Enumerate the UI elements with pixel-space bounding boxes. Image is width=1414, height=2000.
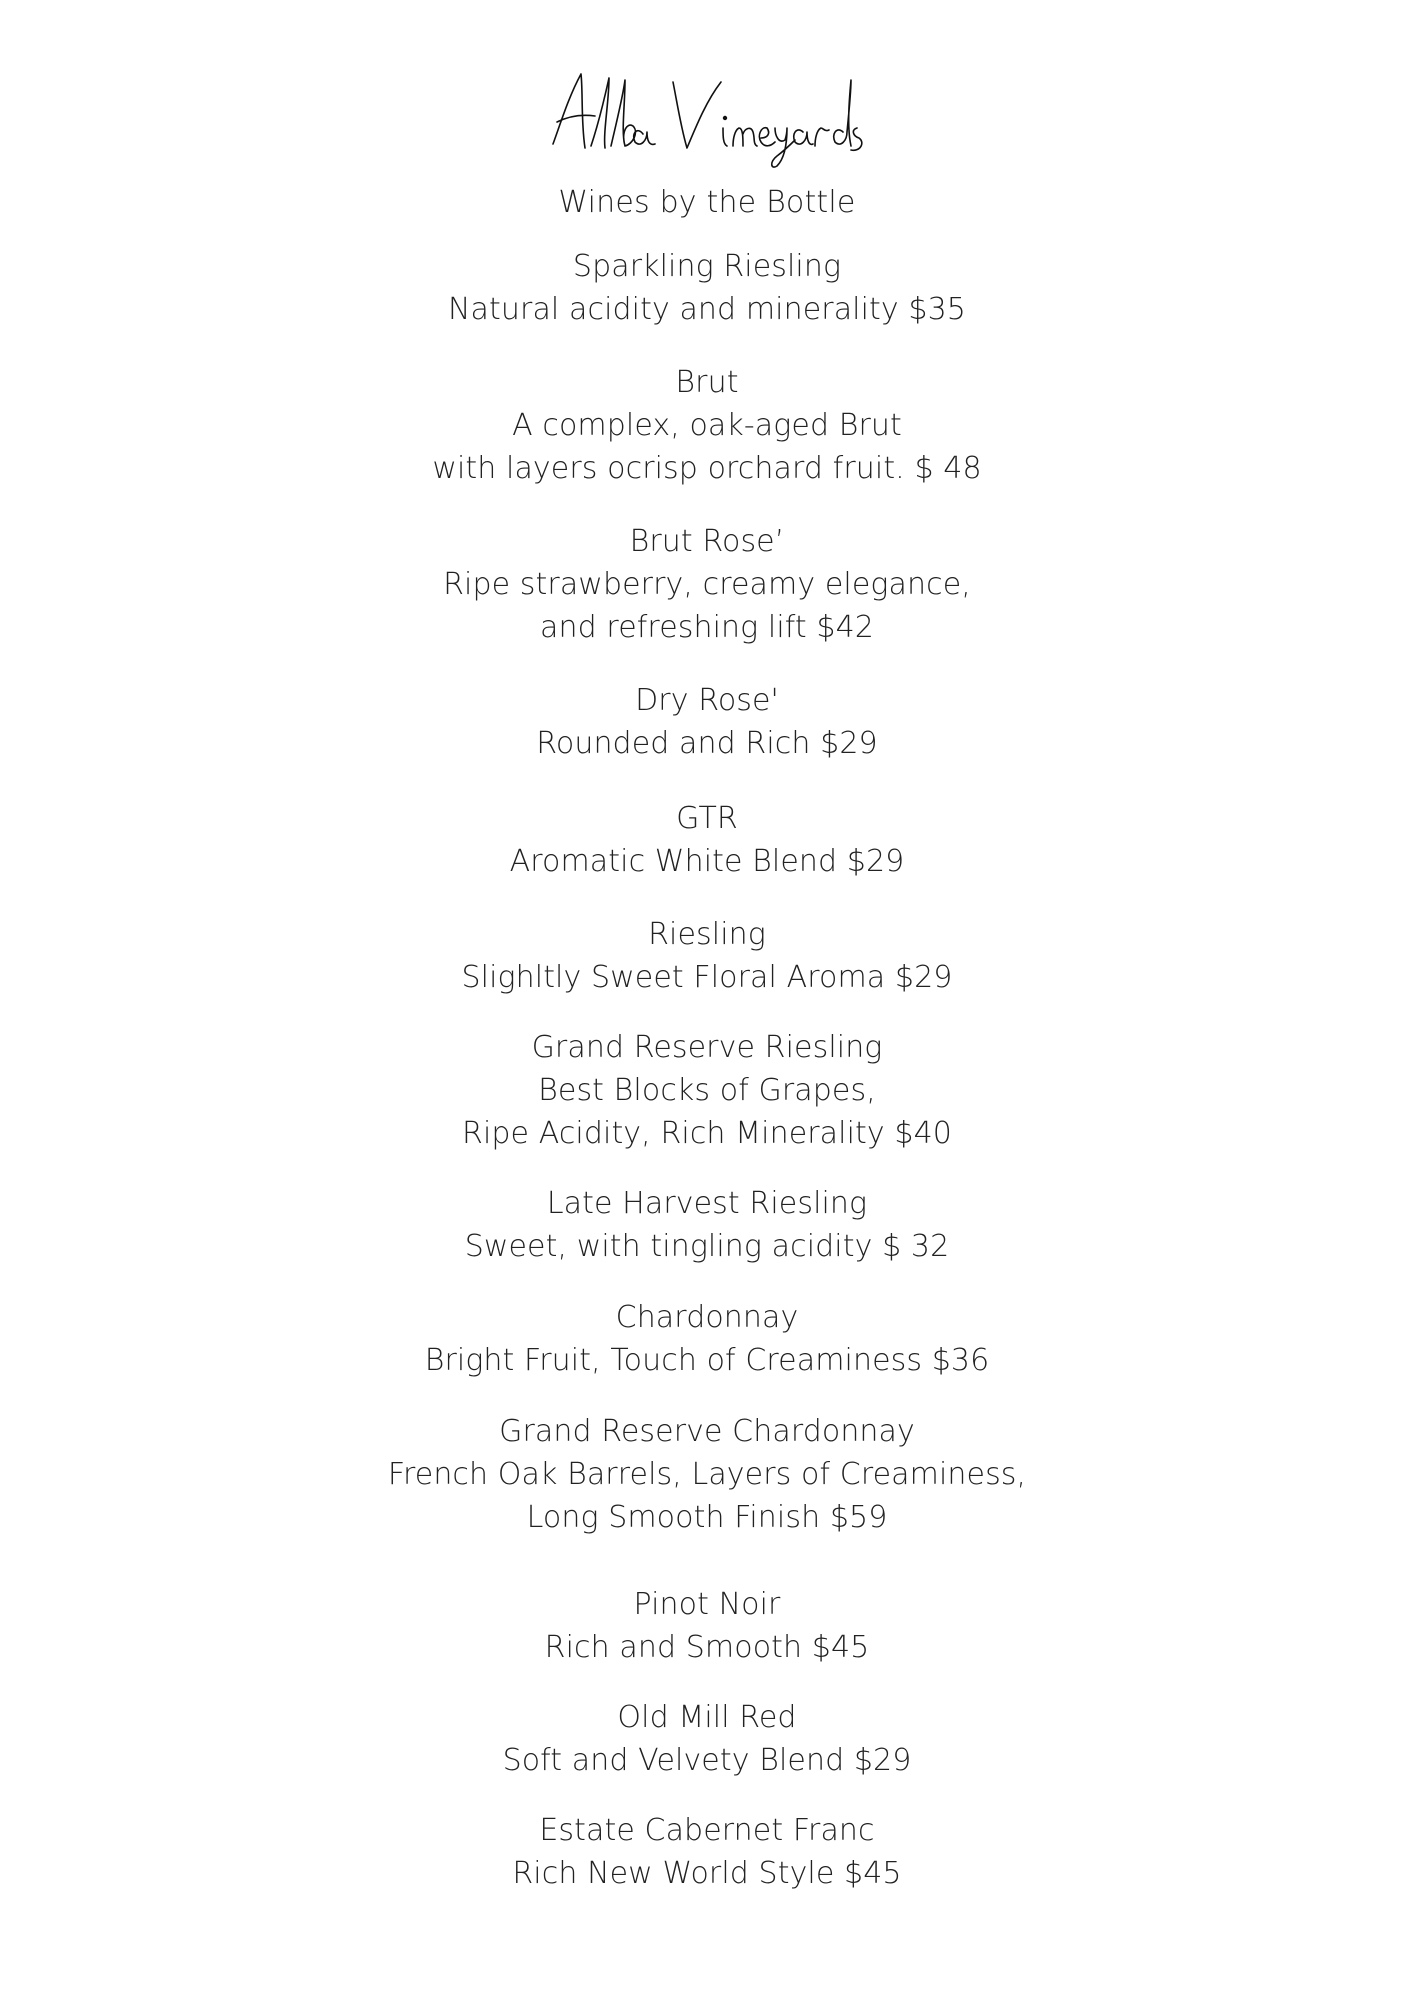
wine-name: Grand Reserve Chardonnay	[499, 1414, 915, 1449]
wine-description: and refreshing lift $42	[540, 610, 874, 645]
wine-name: Late Harvest Riesling	[546, 1186, 868, 1221]
wine-name: Brut Rose’	[629, 524, 785, 559]
wine-name: Grand Reserve Riesling	[531, 1030, 883, 1065]
wine-description: Natural acidity and minerality $35	[448, 292, 966, 327]
wine-name: Pinot Noir	[633, 1587, 781, 1622]
wine-description: Aromatic White Blend $29	[509, 844, 905, 879]
wine-description: Bright Fruit, Touch of Creaminess $36	[424, 1343, 990, 1378]
script-logo-graphic	[547, 62, 867, 172]
wine-name: Old Mill Red	[617, 1700, 797, 1735]
wine-name: Dry Rose'	[635, 683, 779, 718]
wine-description: Ripe strawberry, creamy elegance,	[443, 567, 971, 602]
wine-description: Rich New World Style $45	[512, 1856, 902, 1891]
wine-description: Soft and Velvety Blend $29	[502, 1743, 912, 1778]
wine-description: Slighltly Sweet Floral Aroma $29	[461, 960, 953, 995]
wine-description: with layers ocrisp orchard fruit. $ 48	[432, 451, 982, 486]
wine-name: Sparkling Riesling	[572, 249, 842, 284]
wine-name: Chardonnay	[615, 1300, 799, 1335]
wine-description: Best Blocks of Grapes,	[538, 1073, 876, 1108]
menu-subtitle: Wines by the Bottle	[558, 185, 856, 220]
wine-description: Ripe Acidity, Rich Minerality $40	[462, 1116, 952, 1151]
wine-description: Rich and Smooth $45	[544, 1630, 870, 1665]
wine-name: GTR	[676, 801, 738, 836]
wine-name: Estate Cabernet Franc	[539, 1813, 875, 1848]
wine-name: Brut	[675, 365, 739, 400]
wine-description: A complex, oak-aged Brut	[512, 408, 902, 443]
wine-description: Long Smooth Finish $59	[526, 1500, 888, 1535]
wine-description: Sweet, with tingling acidity $ 32	[464, 1229, 950, 1264]
wine-description: Rounded and Rich $29	[536, 726, 878, 761]
brand-logo	[457, 62, 957, 172]
wine-name: Riesling	[648, 917, 766, 952]
wine-description: French Oak Barrels, Layers of Creaminess,	[387, 1457, 1027, 1492]
